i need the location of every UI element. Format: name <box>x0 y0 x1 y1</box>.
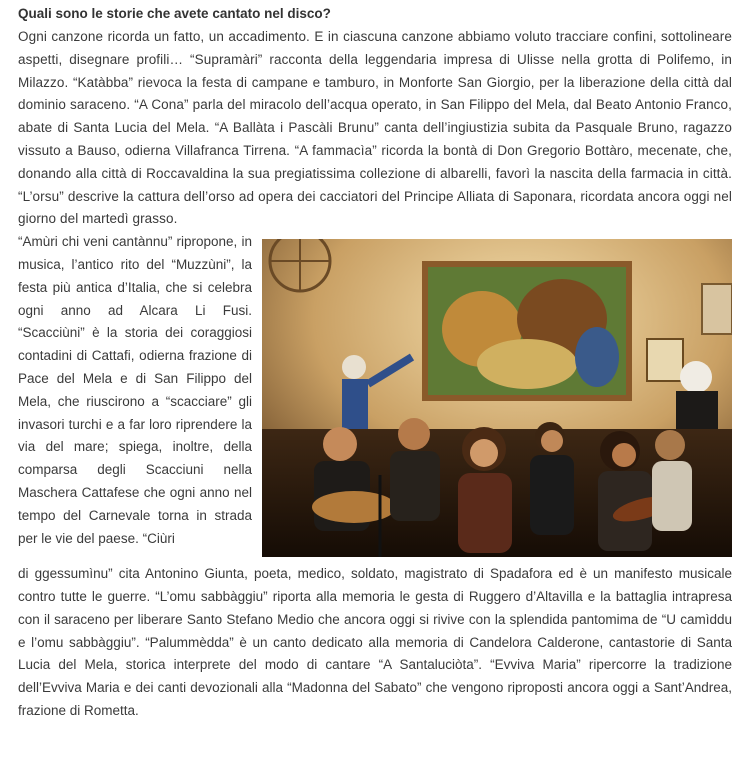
wrapped-section <box>18 231 732 550</box>
article <box>18 4 732 723</box>
paragraph-songs-wrapped: “Amùri chi veni cantànnu” ripropone, in musica, l’antico rito del “Muzzùni”, la festa più antica d’Italia, che si celebra ogni anno ad Alcara Li Fusi. “Scacciùni” è la storia dei coraggiosi contadini di Cattafi, odierna frazione di Pace del Mela e di San Filippo del Mela, che riuscirono a “scacciare” gli invasori turchi e a far loro riprendere la via del mare; spiega, inoltre, della comparsa degli Scacciuni nella Maschera Cattafese che ogni anno nel tempo del Carnevale torna in strada per le vie del paese. “Ciùri <box>18 234 252 546</box>
band-photo <box>262 239 732 557</box>
paragraph-songs-continued: di ggessumìnu” cita Antonino Giunta, poeta, medico, soldato, magistrato di Spadafora ed è un manifesto musicale contro tutte le guerre. “L’omu sabbàggiu” riporta alla memoria le gesta di Ruggero d’Altavilla e la battaglia intrapresa con il saraceno per liberare Santo Stefano Medio che ancora oggi si rivive con la splendida pantomima de “U camìddu e l’omu sabbàggiu”. “Palummèdda” è un canto dedicato alla memoria di Candelora Calderone, cantastorie di Santa Lucia del Mela, storica interprete del modo di cantare “A Santaluciòta”. “Evviva Maria” ripercorre la tradizione dell’Evviva Maria e dei canti devozionali alla “Madonna del Sabato” che vengono riproposti ancora oggi a Sant’Andrea, frazione di Rometta. <box>18 566 732 718</box>
question-heading: Quali sono le storie che avete cantato nel disco? <box>18 6 331 21</box>
band-photo-illustration <box>262 239 732 557</box>
paragraph-songs-intro: Ogni canzone ricorda un fatto, un accadimento. E in ciascuna canzone abbiamo voluto tracciare confini, sottolineare aspetti, disegnare profili… “Supramàri” racconta della leggendaria impresa di Ulisse nella grotta di Polifemo, in Milazzo. “Katàbba” rievoca la festa di campane e tamburo, in Monforte San Giorgio, per la liberazione della città dal dominio saraceno. “A Cona” parla del miracolo dell’acqua operato, in San Filippo del Mela, dal Beato Antonio Franco, abate di Santa Lucia del Mela. “A Ballàta i Pascàli Brunu” canta dell’ingiustizia subita da Pasquale Bruno, ragazzo vissuto a Bauso, odierna Villafranca Tirrena. “A fammacìa” ricorda la bontà di Don Gregorio Bottàro, mecenate, che, donando alla città di Roccavaldina la sua pregiatissima collezione di albarelli, favorì la nascita della farmacia in città. “L’orsu” descrive la cattura dell’orso ad opera dei cacciatori del Principe Alliata di Saponara, ricordata ancora oggi nel giorno del martedì grasso. <box>18 29 732 227</box>
